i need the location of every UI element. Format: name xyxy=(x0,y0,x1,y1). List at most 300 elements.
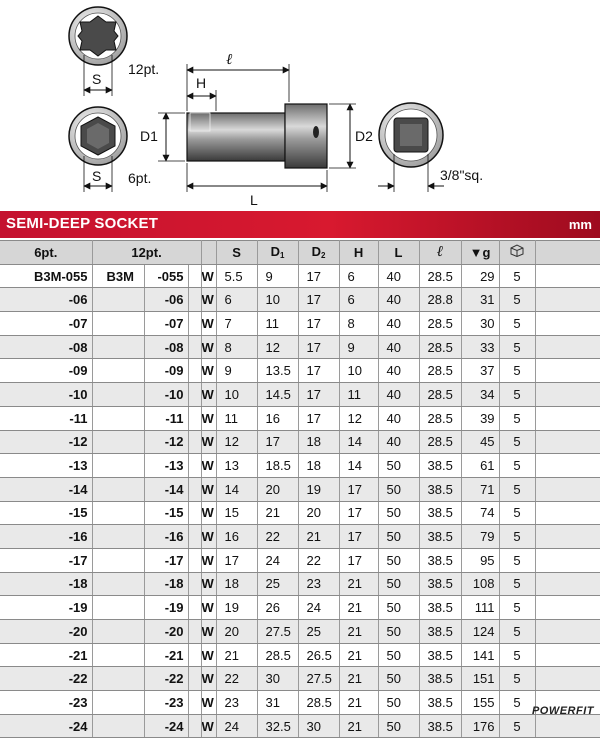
h-cell: 6 xyxy=(339,264,378,288)
length-label: L xyxy=(250,192,258,208)
powerfit-logo: POWERFIT xyxy=(531,705,594,717)
d1-cell: 27.5 xyxy=(257,620,298,644)
empty-cell xyxy=(188,430,201,454)
s-cell: 23 xyxy=(216,691,257,715)
d2-cell: 24 xyxy=(298,596,339,620)
l-script-cell: 38.5 xyxy=(419,548,461,572)
s-cell: 22 xyxy=(216,667,257,691)
h-label: H xyxy=(196,75,207,91)
part-12pt-w-cell: W xyxy=(201,501,216,525)
weight-cell: 61 xyxy=(461,454,499,478)
l-cell: 40 xyxy=(378,406,419,430)
qty-cell: 5 xyxy=(499,620,535,644)
d1-cell: 32.5 xyxy=(257,714,298,738)
table-row xyxy=(0,335,600,359)
empty-cell xyxy=(535,643,600,667)
empty-cell xyxy=(188,288,201,312)
part-12pt-w-cell: W xyxy=(201,620,216,644)
l-script-cell: 28.5 xyxy=(419,312,461,336)
weight-cell: 74 xyxy=(461,501,499,525)
s-cell: 15 xyxy=(216,501,257,525)
h-cell: 21 xyxy=(339,620,378,644)
table-row xyxy=(0,667,600,691)
d1-cell: 22 xyxy=(257,525,298,549)
part-12pt-prefix-cell xyxy=(92,714,144,738)
part-12pt-w-cell: W xyxy=(201,335,216,359)
empty-cell xyxy=(188,335,201,359)
part-12pt-w-cell: W xyxy=(201,643,216,667)
part-12pt-code-cell: -24 xyxy=(144,714,188,738)
l-script-cell: 28.5 xyxy=(419,264,461,288)
empty-cell xyxy=(535,667,600,691)
s-cell: 5.5 xyxy=(216,264,257,288)
part-12pt-code-cell: -06 xyxy=(144,288,188,312)
d2-cell: 21 xyxy=(298,525,339,549)
l-script-cell: 28.5 xyxy=(419,383,461,407)
table-row xyxy=(0,359,600,383)
l-script-cell: 38.5 xyxy=(419,454,461,478)
empty-cell xyxy=(535,548,600,572)
part-12pt-code-cell: -20 xyxy=(144,620,188,644)
part-12pt-prefix-cell xyxy=(92,406,144,430)
table-row xyxy=(0,620,600,644)
l-cell: 40 xyxy=(378,383,419,407)
table-header-row xyxy=(0,241,600,265)
weight-cell: 95 xyxy=(461,548,499,572)
qty-cell: 5 xyxy=(499,335,535,359)
part-6pt-cell: -09 xyxy=(0,359,92,383)
d2-cell: 18 xyxy=(298,430,339,454)
part-12pt-prefix-cell xyxy=(92,477,144,501)
d1-cell: 14.5 xyxy=(257,383,298,407)
part-12pt-w-cell: W xyxy=(201,312,216,336)
l-script-cell: 28.5 xyxy=(419,335,461,359)
d2-cell: 30 xyxy=(298,714,339,738)
part-12pt-prefix-cell xyxy=(92,596,144,620)
qty-cell: 5 xyxy=(499,714,535,738)
qty-cell: 5 xyxy=(499,667,535,691)
section-title: SEMI-DEEP SOCKET xyxy=(6,215,159,232)
empty-cell xyxy=(535,477,600,501)
col-header-qty xyxy=(499,241,535,265)
l-script-cell: 28.5 xyxy=(419,430,461,454)
l-cell: 40 xyxy=(378,359,419,383)
h-cell: 17 xyxy=(339,525,378,549)
label-6pt: 6pt. xyxy=(128,170,152,186)
spec-table xyxy=(0,240,600,738)
socket-side-view xyxy=(158,64,356,192)
qty-cell: 5 xyxy=(499,264,535,288)
empty-cell xyxy=(188,548,201,572)
table-row xyxy=(0,572,600,596)
part-12pt-prefix-cell xyxy=(92,620,144,644)
h-cell: 17 xyxy=(339,548,378,572)
weight-cell: 124 xyxy=(461,620,499,644)
col-header-h: H xyxy=(339,241,378,265)
l-script-cell: 38.5 xyxy=(419,572,461,596)
empty-cell xyxy=(188,572,201,596)
table-row xyxy=(0,312,600,336)
part-6pt-cell: -15 xyxy=(0,501,92,525)
qty-cell: 5 xyxy=(499,406,535,430)
part-6pt-cell: -22 xyxy=(0,667,92,691)
part-12pt-code-cell: -21 xyxy=(144,643,188,667)
part-6pt-cell: -23 xyxy=(0,691,92,715)
part-12pt-code-cell: -09 xyxy=(144,359,188,383)
l-cell: 50 xyxy=(378,667,419,691)
d2-cell: 18 xyxy=(298,454,339,478)
s-cell: 18 xyxy=(216,572,257,596)
s-cell: 11 xyxy=(216,406,257,430)
part-12pt-code-cell: -22 xyxy=(144,667,188,691)
h-cell: 21 xyxy=(339,667,378,691)
twelve-point-opening-icon xyxy=(78,16,118,56)
qty-cell: 5 xyxy=(499,430,535,454)
l-script-cell: 38.5 xyxy=(419,477,461,501)
part-12pt-w-cell: W xyxy=(201,667,216,691)
col-header-d2: $D_2$ xyxy=(298,241,339,265)
weight-cell: 37 xyxy=(461,359,499,383)
d1-cell: 18.5 xyxy=(257,454,298,478)
qty-cell: 5 xyxy=(499,383,535,407)
d2-cell: 25 xyxy=(298,620,339,644)
s-cell: 6 xyxy=(216,288,257,312)
table-row xyxy=(0,643,600,667)
part-6pt-cell: -11 xyxy=(0,406,92,430)
part-12pt-code-cell: -17 xyxy=(144,548,188,572)
part-12pt-prefix-cell xyxy=(92,359,144,383)
d2-cell: 17 xyxy=(298,312,339,336)
empty-cell xyxy=(188,501,201,525)
h-cell: 21 xyxy=(339,572,378,596)
l-script-cell: 38.5 xyxy=(419,643,461,667)
empty-cell xyxy=(188,691,201,715)
empty-cell xyxy=(535,714,600,738)
empty-cell xyxy=(535,454,600,478)
part-12pt-w-cell: W xyxy=(201,383,216,407)
empty-cell xyxy=(188,596,201,620)
l-cell: 50 xyxy=(378,620,419,644)
qty-cell: 5 xyxy=(499,643,535,667)
part-12pt-w-cell: W xyxy=(201,714,216,738)
l-script-cell: 28.5 xyxy=(419,406,461,430)
part-12pt-code-cell: -19 xyxy=(144,596,188,620)
weight-cell: 39 xyxy=(461,406,499,430)
d2-cell: 23 xyxy=(298,572,339,596)
empty-cell xyxy=(535,596,600,620)
qty-cell: 5 xyxy=(499,548,535,572)
d1-cell: 24 xyxy=(257,548,298,572)
empty-cell xyxy=(188,525,201,549)
part-12pt-prefix-cell: B3M xyxy=(92,264,144,288)
table-row xyxy=(0,691,600,715)
empty-cell xyxy=(188,643,201,667)
empty-cell xyxy=(188,454,201,478)
h-cell: 21 xyxy=(339,714,378,738)
part-12pt-prefix-cell xyxy=(92,312,144,336)
part-12pt-prefix-cell xyxy=(92,335,144,359)
h-cell: 6 xyxy=(339,288,378,312)
l-script-cell: 38.5 xyxy=(419,714,461,738)
h-cell: 10 xyxy=(339,359,378,383)
l-cell: 50 xyxy=(378,501,419,525)
col-header-l-script: ℓ xyxy=(419,241,461,265)
table-row xyxy=(0,501,600,525)
s-cell: 20 xyxy=(216,620,257,644)
d1-cell: 31 xyxy=(257,691,298,715)
label-12pt: 12pt. xyxy=(128,61,160,77)
d2-cell: 17 xyxy=(298,288,339,312)
s-cell: 19 xyxy=(216,596,257,620)
part-6pt-cell: -07 xyxy=(0,312,92,336)
d1-cell: 12 xyxy=(257,335,298,359)
d2-cell: 27.5 xyxy=(298,667,339,691)
weight-cell: 141 xyxy=(461,643,499,667)
s-cell: 12 xyxy=(216,430,257,454)
empty-cell xyxy=(535,359,600,383)
weight-cell: 155 xyxy=(461,691,499,715)
d1-cell: 17 xyxy=(257,430,298,454)
d1-cell: 26 xyxy=(257,596,298,620)
d2-cell: 17 xyxy=(298,359,339,383)
qty-cell: 5 xyxy=(499,691,535,715)
l-script-cell: 38.5 xyxy=(419,691,461,715)
part-12pt-code-cell: -055 xyxy=(144,264,188,288)
part-12pt-w-cell: W xyxy=(201,454,216,478)
table-row xyxy=(0,454,600,478)
s-label-12pt: S xyxy=(92,71,102,87)
d1-cell: 16 xyxy=(257,406,298,430)
part-6pt-cell: -16 xyxy=(0,525,92,549)
weight-cell: 151 xyxy=(461,667,499,691)
weight-cell: 176 xyxy=(461,714,499,738)
table-row xyxy=(0,264,600,288)
part-12pt-w-cell: W xyxy=(201,477,216,501)
part-6pt-cell: -18 xyxy=(0,572,92,596)
d2-label: D2 xyxy=(355,128,373,144)
s-cell: 9 xyxy=(216,359,257,383)
h-cell: 14 xyxy=(339,430,378,454)
qty-cell: 5 xyxy=(499,525,535,549)
d1-cell: 9 xyxy=(257,264,298,288)
empty-cell xyxy=(535,525,600,549)
h-cell: 21 xyxy=(339,596,378,620)
l-script-cell: 38.5 xyxy=(419,501,461,525)
part-6pt-cell: -12 xyxy=(0,430,92,454)
d2-cell: 17 xyxy=(298,406,339,430)
s-cell: 21 xyxy=(216,643,257,667)
table-row xyxy=(0,714,600,738)
part-12pt-prefix-cell xyxy=(92,288,144,312)
part-12pt-code-cell: -15 xyxy=(144,501,188,525)
part-12pt-prefix-cell xyxy=(92,525,144,549)
d2-cell: 17 xyxy=(298,383,339,407)
s-cell: 17 xyxy=(216,548,257,572)
empty-cell xyxy=(188,714,201,738)
part-12pt-code-cell: -07 xyxy=(144,312,188,336)
part-6pt-cell: -08 xyxy=(0,335,92,359)
part-12pt-w-cell: W xyxy=(201,430,216,454)
l-cell: 50 xyxy=(378,525,419,549)
empty-cell xyxy=(188,406,201,430)
part-6pt-cell: -19 xyxy=(0,596,92,620)
qty-cell: 5 xyxy=(499,288,535,312)
part-12pt-w-cell: W xyxy=(201,406,216,430)
empty-cell xyxy=(535,620,600,644)
empty-cell xyxy=(535,312,600,336)
h-cell: 17 xyxy=(339,477,378,501)
part-12pt-code-cell: -10 xyxy=(144,383,188,407)
part-6pt-cell: -13 xyxy=(0,454,92,478)
d1-cell: 30 xyxy=(257,667,298,691)
empty-cell xyxy=(535,335,600,359)
l-script-cell: 38.5 xyxy=(419,620,461,644)
part-12pt-code-cell: -08 xyxy=(144,335,188,359)
h-cell: 17 xyxy=(339,501,378,525)
l-cell: 50 xyxy=(378,548,419,572)
h-cell: 11 xyxy=(339,383,378,407)
qty-cell: 5 xyxy=(499,359,535,383)
unit-label: mm xyxy=(568,217,592,232)
s-cell: 14 xyxy=(216,477,257,501)
col-header-l: L xyxy=(378,241,419,265)
h-cell: 21 xyxy=(339,691,378,715)
h-cell: 8 xyxy=(339,312,378,336)
part-12pt-prefix-cell xyxy=(92,691,144,715)
col-header-d1: $D_1$ xyxy=(257,241,298,265)
l-cell: 50 xyxy=(378,596,419,620)
qty-cell: 5 xyxy=(499,312,535,336)
drive-size-label: 3/8"sq. xyxy=(440,167,484,183)
part-12pt-prefix-cell xyxy=(92,548,144,572)
empty-cell xyxy=(188,312,201,336)
weight-cell: 30 xyxy=(461,312,499,336)
h-cell: 14 xyxy=(339,454,378,478)
drive-end-view xyxy=(378,103,444,192)
d2-cell: 28.5 xyxy=(298,691,339,715)
part-12pt-prefix-cell xyxy=(92,383,144,407)
part-12pt-prefix-cell xyxy=(92,430,144,454)
s-label-6pt: S xyxy=(92,168,102,184)
qty-cell: 5 xyxy=(499,454,535,478)
l-cell: 40 xyxy=(378,430,419,454)
weight-cell: 45 xyxy=(461,430,499,454)
empty-cell xyxy=(188,477,201,501)
empty-cell xyxy=(535,501,600,525)
empty-cell xyxy=(535,430,600,454)
l-script-label: ℓ xyxy=(226,52,233,68)
empty-cell xyxy=(535,288,600,312)
part-12pt-w-cell: W xyxy=(201,525,216,549)
part-6pt-cell: -14 xyxy=(0,477,92,501)
part-12pt-w-cell: W xyxy=(201,264,216,288)
l-cell: 40 xyxy=(378,264,419,288)
h-cell: 12 xyxy=(339,406,378,430)
qty-cell: 5 xyxy=(499,477,535,501)
col-header-s: S xyxy=(216,241,257,265)
part-12pt-code-cell: -16 xyxy=(144,525,188,549)
table-row xyxy=(0,596,600,620)
d1-cell: 10 xyxy=(257,288,298,312)
d1-cell: 13.5 xyxy=(257,359,298,383)
d1-cell: 20 xyxy=(257,477,298,501)
empty-cell xyxy=(535,383,600,407)
d1-cell: 21 xyxy=(257,501,298,525)
l-script-cell: 38.5 xyxy=(419,667,461,691)
s-cell: 16 xyxy=(216,525,257,549)
col-header-blank xyxy=(535,241,600,265)
part-12pt-w-cell: W xyxy=(201,596,216,620)
empty-cell xyxy=(188,359,201,383)
part-12pt-code-cell: -18 xyxy=(144,572,188,596)
d1-label: D1 xyxy=(140,128,158,144)
d2-cell: 17 xyxy=(298,335,339,359)
d2-cell: 26.5 xyxy=(298,643,339,667)
l-script-cell: 38.5 xyxy=(419,525,461,549)
empty-cell xyxy=(188,667,201,691)
l-cell: 50 xyxy=(378,691,419,715)
weight-cell: 31 xyxy=(461,288,499,312)
weight-cell: 33 xyxy=(461,335,499,359)
col-header-spacer xyxy=(201,241,216,265)
part-12pt-prefix-cell xyxy=(92,667,144,691)
part-12pt-code-cell: -11 xyxy=(144,406,188,430)
d1-cell: 11 xyxy=(257,312,298,336)
part-6pt-cell: -21 xyxy=(0,643,92,667)
weight-cell: 108 xyxy=(461,572,499,596)
part-12pt-w-cell: W xyxy=(201,572,216,596)
d1-cell: 25 xyxy=(257,572,298,596)
empty-cell xyxy=(535,264,600,288)
table-row xyxy=(0,430,600,454)
table-row xyxy=(0,525,600,549)
l-script-cell: 28.5 xyxy=(419,359,461,383)
weight-cell: 79 xyxy=(461,525,499,549)
l-cell: 50 xyxy=(378,454,419,478)
d2-cell: 19 xyxy=(298,477,339,501)
part-6pt-cell: B3M-055 xyxy=(0,264,92,288)
table-row xyxy=(0,383,600,407)
part-12pt-code-cell: -13 xyxy=(144,454,188,478)
box-quantity-icon xyxy=(510,244,524,257)
part-6pt-cell: -06 xyxy=(0,288,92,312)
l-cell: 40 xyxy=(378,312,419,336)
socket-diagram xyxy=(0,0,600,210)
part-6pt-cell: -20 xyxy=(0,620,92,644)
s-cell: 8 xyxy=(216,335,257,359)
weight-cell: 29 xyxy=(461,264,499,288)
part-12pt-w-cell: W xyxy=(201,288,216,312)
table-row xyxy=(0,288,600,312)
part-12pt-code-cell: -14 xyxy=(144,477,188,501)
empty-cell xyxy=(188,383,201,407)
col-header-12pt: 12pt. xyxy=(92,241,201,265)
l-cell: 40 xyxy=(378,288,419,312)
h-cell: 21 xyxy=(339,643,378,667)
l-cell: 50 xyxy=(378,477,419,501)
l-cell: 40 xyxy=(378,335,419,359)
l-cell: 50 xyxy=(378,714,419,738)
weight-cell: 111 xyxy=(461,596,499,620)
d2-cell: 17 xyxy=(298,264,339,288)
qty-cell: 5 xyxy=(499,501,535,525)
part-12pt-prefix-cell xyxy=(92,643,144,667)
l-cell: 50 xyxy=(378,572,419,596)
s-cell: 7 xyxy=(216,312,257,336)
s-cell: 24 xyxy=(216,714,257,738)
qty-cell: 5 xyxy=(499,572,535,596)
part-6pt-cell: -10 xyxy=(0,383,92,407)
